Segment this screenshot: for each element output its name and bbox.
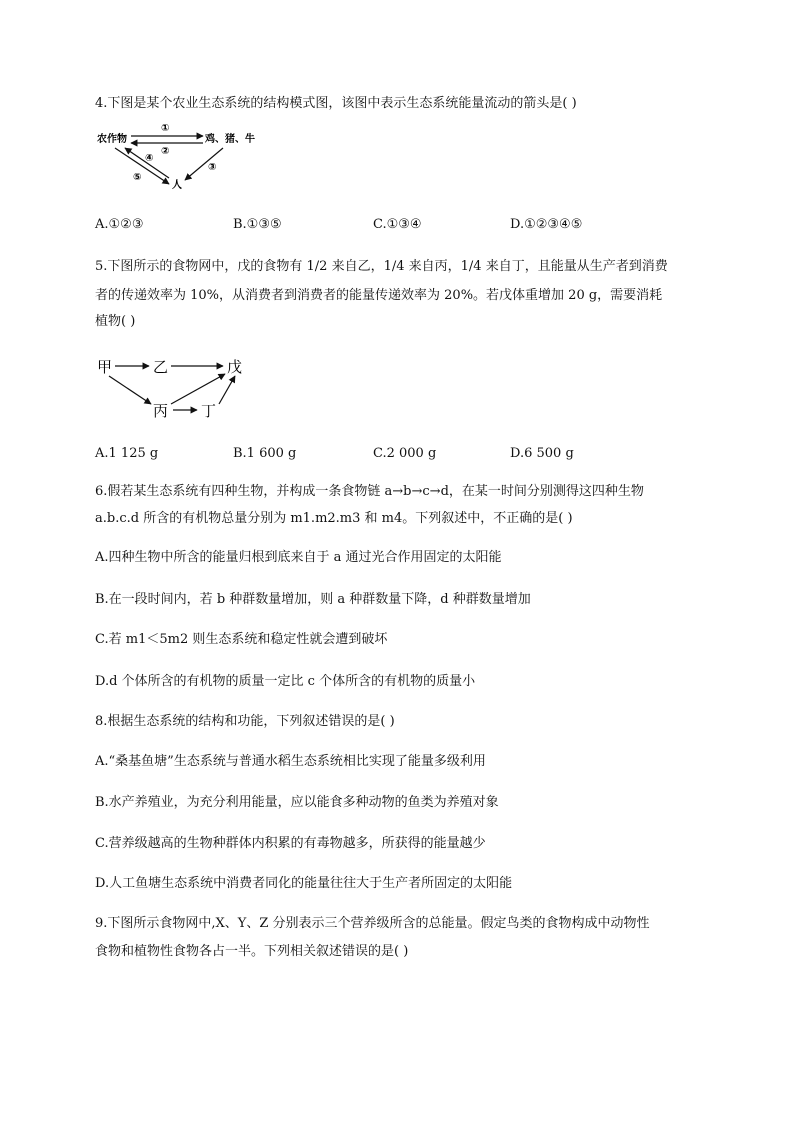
node-crops: 农作物 bbox=[97, 134, 127, 145]
q8-option-c[interactable]: C.营养级越高的生物种群体内积累的有毒物越多，所获得的能量越少 bbox=[95, 836, 486, 851]
q4-option-d[interactable]: D.①②③④⑤ bbox=[510, 217, 583, 232]
label-4: ④ bbox=[145, 153, 154, 164]
arrow-jia-bing bbox=[109, 376, 151, 404]
q6-option-d[interactable]: D.d 个体所含的有机物的质量一定比 c 个体所含的有机物的质量小 bbox=[95, 674, 476, 689]
q4-structure-diagram bbox=[95, 120, 265, 195]
node-livestock: 鸡、猪、牛 bbox=[205, 134, 255, 145]
arrow-bing-wu bbox=[171, 374, 225, 404]
node-jia: 甲 bbox=[97, 358, 113, 376]
node-bing: 丙 bbox=[153, 402, 169, 420]
node-wu: 戊 bbox=[227, 358, 243, 376]
q6-stem-line2: a.b.c.d 所含的有机物总量分别为 m1.m2.m3 和 m4。下列叙述中，不正确的是( ) bbox=[95, 511, 573, 526]
q5-option-b[interactable]: B.1 600 g bbox=[233, 446, 297, 461]
q5-stem-line1: 5.下图所示的食物网中，戊的食物有 1/2 来自乙，1/4 来自丙，1/4 来自丁，且能量从生产者到消费 bbox=[95, 259, 668, 274]
q6-option-c[interactable]: C.若 m1＜5m2 则生态系统和稳定性就会遭到破坏 bbox=[95, 632, 388, 647]
q8-option-b[interactable]: B.水产养殖业，为充分利用能量，应以能食多种动物的鱼类为养殖对象 bbox=[95, 795, 499, 810]
q5-option-c[interactable]: C.2 000 g bbox=[373, 446, 437, 461]
label-1: ① bbox=[161, 123, 170, 134]
arrow-3 bbox=[185, 148, 223, 180]
q4-option-c[interactable]: C.①③④ bbox=[373, 217, 422, 232]
q5-stem-line3: 植物( ) bbox=[95, 314, 136, 329]
q4-option-a[interactable]: A.①②③ bbox=[95, 217, 144, 232]
node-ding: 丁 bbox=[201, 402, 217, 420]
label-3: ③ bbox=[208, 162, 217, 173]
q8-option-a[interactable]: A.“桑基鱼塘”生态系统与普通水稻生态系统相比实现了能量多级利用 bbox=[95, 754, 486, 769]
node-yi: 乙 bbox=[153, 358, 169, 376]
label-5: ⑤ bbox=[133, 172, 142, 183]
q6-stem-line1: 6.假若某生态系统有四种生物，并构成一条食物链 a→b→c→d，在某一时间分别测得这四种生物 bbox=[95, 484, 644, 499]
q9-stem-line1: 9.下图所示食物网中,X、Y、Z 分别表示三个营养级所含的总能量。假定鸟类的食物构成中动物性 bbox=[95, 916, 650, 931]
q5-stem-line2: 者的传递效率为 10%，从消费者到消费者的能量传递效率为 20%。若戊体重增加 20 g，需要消耗 bbox=[95, 288, 663, 303]
q5-option-d[interactable]: D.6 500 g bbox=[510, 446, 574, 461]
q8-option-d[interactable]: D.人工鱼塘生态系统中消费者同化的能量往往大于生产者所固定的太阳能 bbox=[95, 876, 513, 891]
q5-options bbox=[95, 444, 715, 464]
q9-stem-line2: 食物和植物性食物各占一半。下列相关叙述错误的是( ) bbox=[95, 944, 409, 959]
arrow-ding-wu bbox=[219, 376, 235, 404]
q4-option-b[interactable]: B.①③⑤ bbox=[233, 217, 282, 232]
q4-stem: 4.下图是某个农业生态系统的结构模式图，该图中表示生态系统能量流动的箭头是( ) bbox=[95, 96, 577, 111]
node-human: 人 bbox=[172, 180, 182, 191]
q4-options bbox=[95, 215, 715, 235]
q8-stem: 8.根据生态系统的结构和功能，下列叙述错误的是( ) bbox=[95, 714, 395, 729]
label-2: ② bbox=[161, 146, 170, 157]
q5-food-web-diagram bbox=[95, 352, 255, 422]
q6-option-a[interactable]: A.四种生物中所含的能量归根到底来自于 a 通过光合作用固定的太阳能 bbox=[95, 550, 502, 565]
q5-option-a[interactable]: A.1 125 g bbox=[95, 446, 159, 461]
q6-option-b[interactable]: B.在一段时间内，若 b 种群数量增加，则 a 种群数量下降，d 种群数量增加 bbox=[95, 592, 531, 607]
